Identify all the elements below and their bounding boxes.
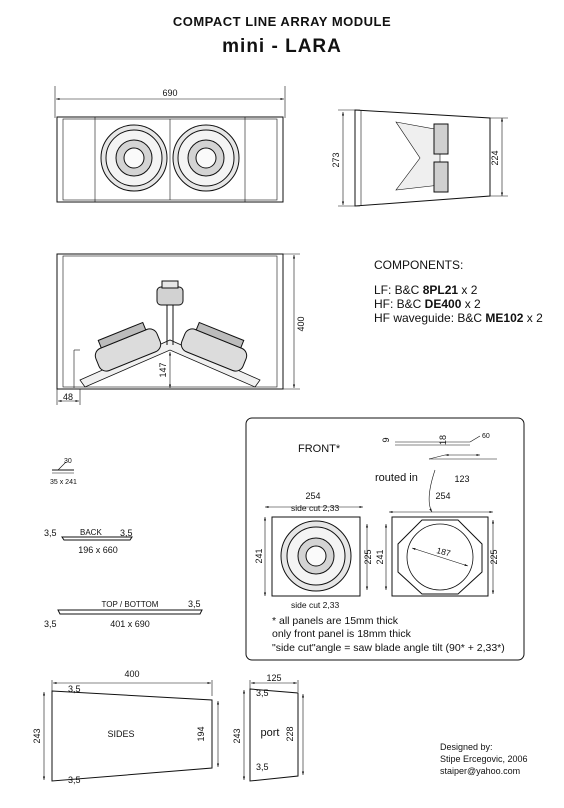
note-front-panel: only front panel is 18mm thick [272, 628, 411, 640]
top-bottom-label: TOP / BOTTOM [101, 600, 159, 609]
drawing-title: COMPACT LINE ARRAY MODULE [172, 14, 392, 29]
dim-side-height: 273 [331, 152, 341, 168]
dim-diameter: 187 [435, 545, 452, 559]
side-cut-bottom: side cut 2,33 [291, 600, 340, 610]
dim-9: 9 [381, 437, 391, 443]
front-panel-details [265, 436, 497, 596]
back-size: 196 x 660 [78, 545, 118, 555]
drawing-subtitle: mini - LARA [222, 36, 342, 57]
small-part-angle: 30 [64, 458, 72, 465]
dim-right-h2: 225 [489, 549, 499, 565]
back-angle-right: 3,5 [120, 528, 133, 538]
side-cut-top: side cut 2,33 [291, 503, 340, 513]
sides-h-right: 194 [196, 726, 206, 742]
section-view [57, 254, 300, 405]
dim-18: 18 [438, 434, 448, 446]
port-h-left: 243 [232, 728, 242, 744]
dim-left-h2: 225 [363, 549, 373, 565]
small-part-size: 35 x 241 [50, 479, 77, 486]
dim-front-width: 690 [162, 88, 178, 98]
port-label: port [260, 727, 280, 739]
credit-author: Stipe Ercegovic, 2006 [440, 754, 528, 764]
sides-angle-top: 3,5 [68, 684, 81, 694]
front-label: FRONT* [298, 443, 341, 455]
routed-in-label: routed in [375, 472, 418, 484]
sides-width: 400 [124, 669, 140, 679]
note-panels: * all panels are 15mm thick [272, 615, 399, 627]
sides-h-left: 243 [32, 728, 42, 744]
woofer-left-icon [101, 125, 167, 191]
dim-right-h1: 241 [375, 549, 385, 565]
port-angle-top: 3,5 [256, 688, 269, 698]
top-bottom-size: 401 x 690 [110, 619, 150, 629]
dim-section-height: 400 [296, 316, 306, 332]
top-bottom-angle-right: 3,5 [188, 599, 201, 609]
port-angle-bottom: 3,5 [256, 762, 269, 772]
dim-side-depth: 224 [490, 150, 500, 166]
dim-right-width: 254 [435, 491, 451, 501]
component-waveguide: HF waveguide: B&C ME102 x 2 [374, 311, 543, 325]
dim-123: 123 [454, 474, 470, 484]
woofer-right-icon [173, 125, 239, 191]
compression-driver-bottom-icon [434, 162, 448, 192]
back-angle-left: 3,5 [44, 528, 57, 538]
angle-60: 60 [482, 433, 490, 440]
component-hf: HF: B&C DE400 x 2 [374, 297, 481, 311]
dim-left-width: 254 [305, 491, 321, 501]
component-lf: LF: B&C 8PL21 x 2 [374, 283, 478, 297]
dim-left-h1: 241 [254, 548, 264, 564]
port-h-right: 228 [285, 726, 295, 742]
port-width: 125 [266, 673, 282, 683]
dim-section-foot: 48 [62, 392, 74, 402]
back-label: BACK [80, 528, 102, 537]
hf-driver-icon [157, 287, 183, 305]
compression-driver-top-icon [434, 124, 448, 154]
note-side-cut: "side cut"angle = saw blade angle tilt (90* + 2,33*) [272, 642, 505, 654]
dim-section-inner: 147 [158, 362, 168, 378]
components-heading: COMPONENTS: [374, 258, 464, 272]
sides-angle-bottom: 3,5 [68, 775, 81, 785]
sides-label: SIDES [107, 729, 135, 739]
side-view [338, 110, 508, 206]
credit-email: staiper@yahoo.com [440, 766, 521, 776]
front-panel-woofer-icon [281, 521, 351, 591]
front-view [55, 86, 285, 202]
credit-designed-by: Designed by: [440, 742, 493, 752]
top-bottom-panel [58, 610, 202, 614]
top-bottom-angle-left: 3,5 [44, 619, 57, 629]
